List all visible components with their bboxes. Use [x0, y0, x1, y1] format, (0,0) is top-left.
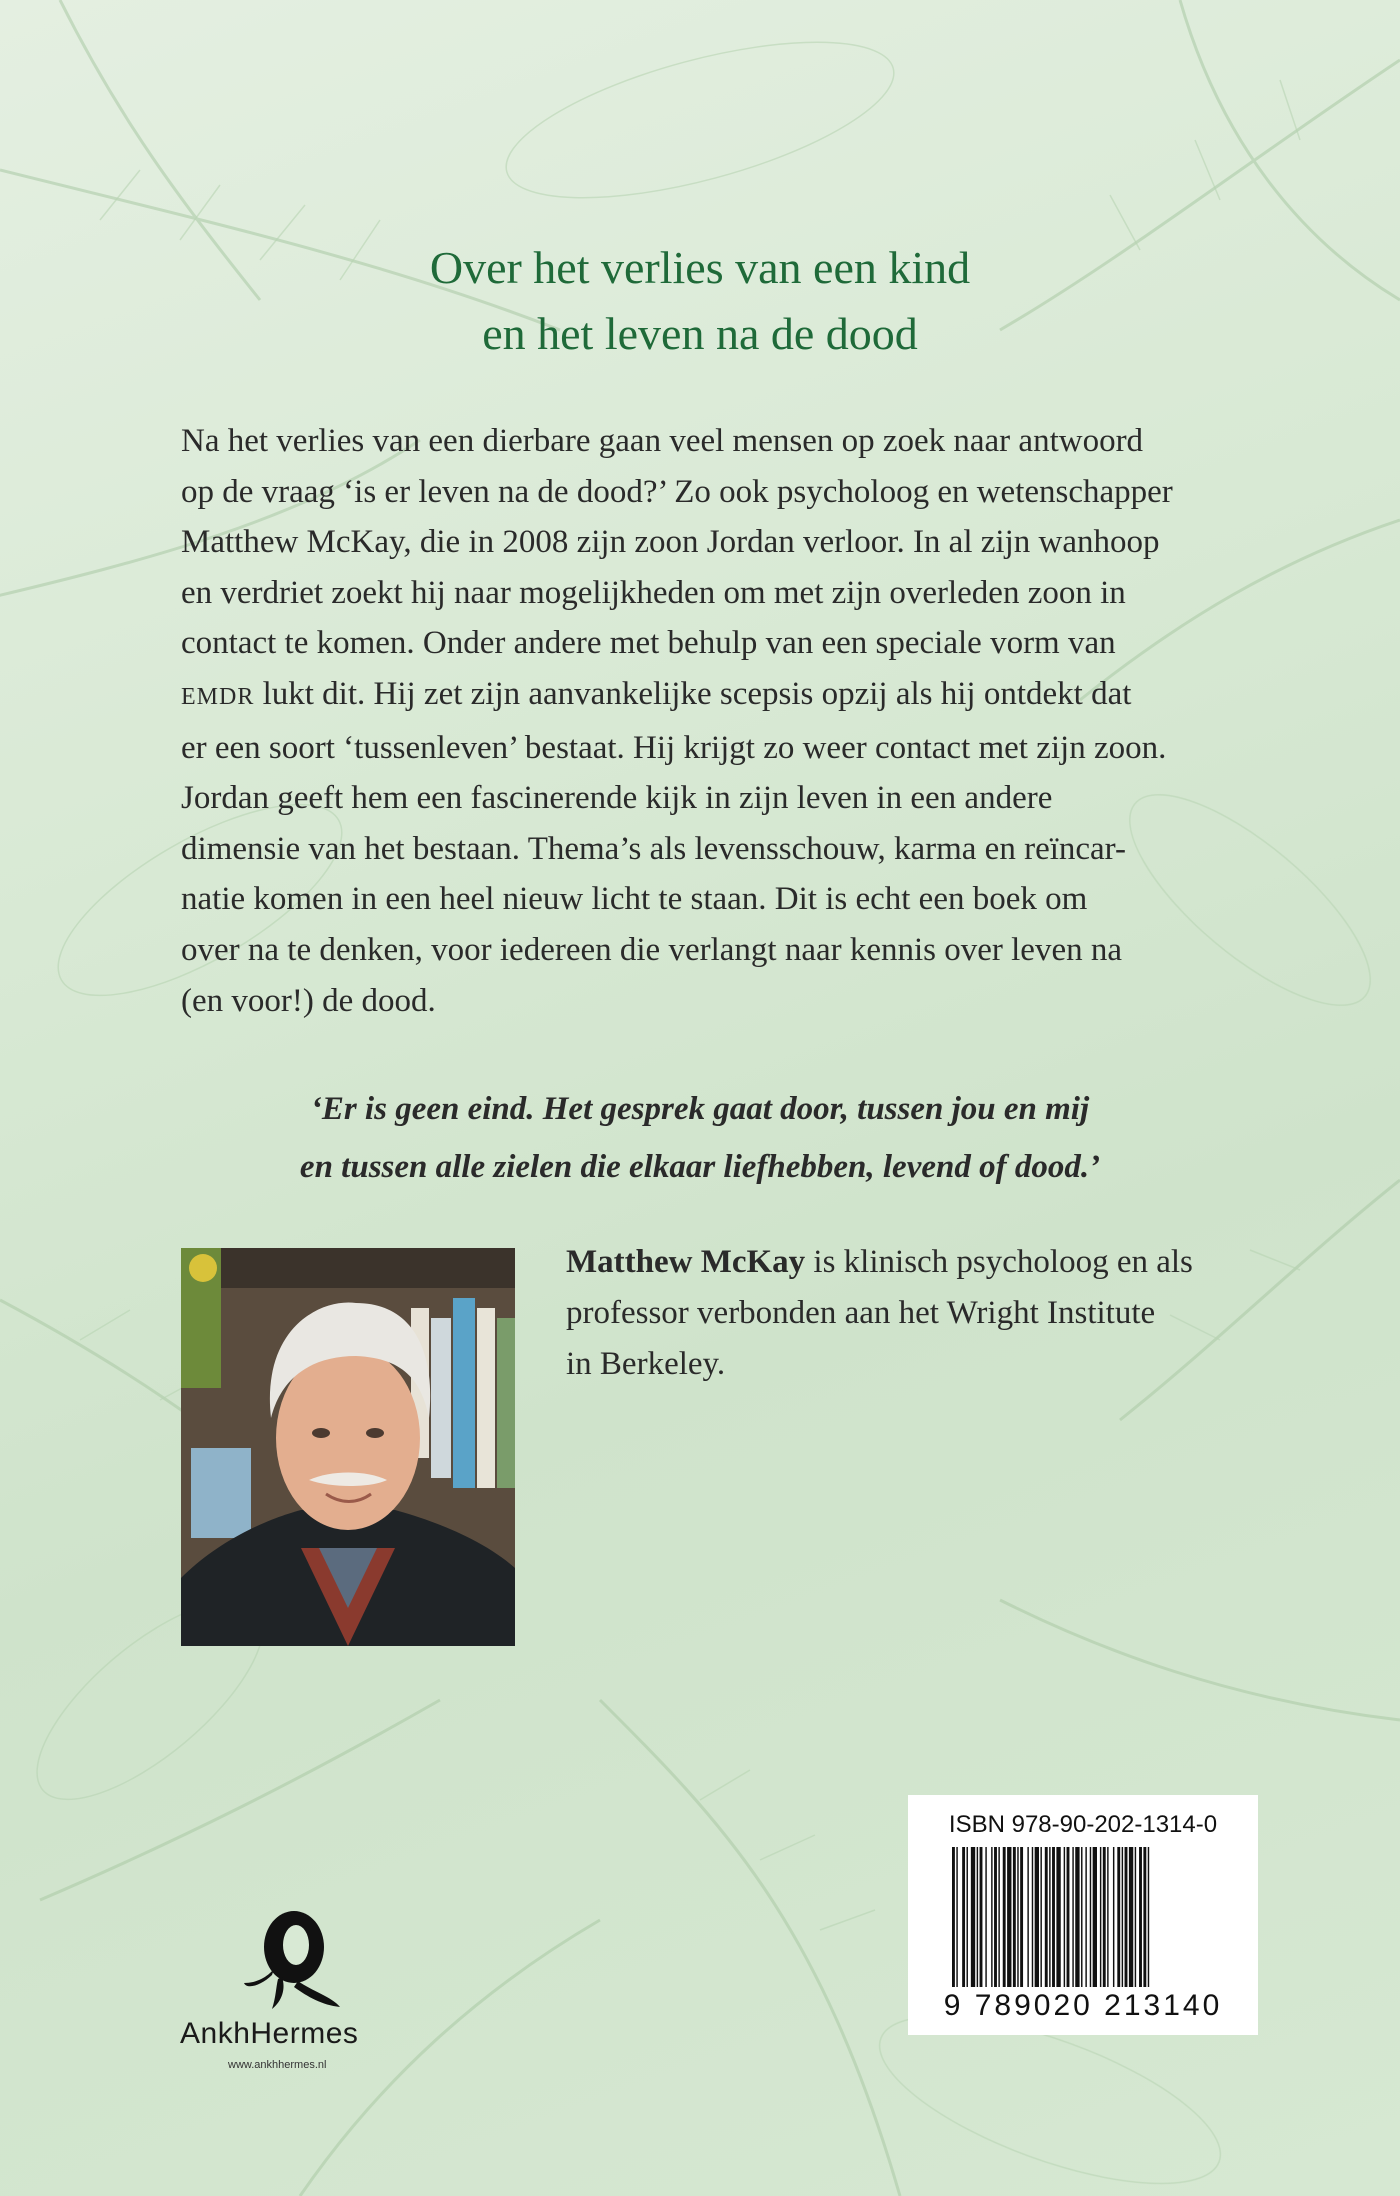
isbn-barcode — [908, 1795, 1258, 2035]
barcode-bar — [1085, 1847, 1086, 1987]
barcode-bar — [1052, 1847, 1055, 1987]
barcode-bar — [994, 1847, 997, 1987]
barcode-bar — [1032, 1847, 1033, 1987]
barcode-bar — [1129, 1847, 1133, 1987]
barcode-bar — [991, 1847, 992, 1987]
barcode-bar — [971, 1847, 975, 1987]
barcode-bar — [1100, 1847, 1101, 1987]
description-line: dimensie van het bestaan. Thema’s als levensschouw, karma en reïncar- — [181, 830, 1126, 867]
ankhhermes-logo-icon — [242, 1905, 342, 2010]
barcode-bar — [1075, 1847, 1079, 1987]
barcode-bar — [1049, 1847, 1050, 1987]
barcode-bar — [1135, 1847, 1136, 1987]
barcode-icon — [952, 1847, 1214, 1987]
barcode-bar — [1017, 1847, 1018, 1987]
barcode-bar — [1117, 1847, 1120, 1987]
quote-line-1: ‘Er is geen eind. Het gesprek gaat door, tussen jou en mij — [310, 1091, 1090, 1127]
barcode-digits: 9 789020 213140 — [943, 1989, 1223, 2022]
bio-line-3: in Berkeley. — [566, 1346, 726, 1382]
author-bio — [566, 1237, 1286, 1390]
barcode-bar — [1103, 1847, 1106, 1987]
description-line: en verdriet zoekt hij naar mogelijkheden om met zijn overleden zoon in — [181, 574, 1126, 611]
bio-line-1 — [566, 1237, 1286, 1288]
description-line: Jordan geeft hem een fascinerende kijk in zijn leven in een andere — [181, 780, 1053, 817]
barcode-bar — [1072, 1847, 1073, 1987]
barcode-bar — [985, 1847, 986, 1987]
description-line-text: lukt dit. Hij zet zijn aanvankelijke scepsis opzij als hij ontdekt dat — [254, 675, 1132, 712]
barcode-bar — [1093, 1847, 1097, 1987]
author-name: Matthew McKay — [566, 1244, 806, 1280]
tagline-line-2: en het leven na de dood — [482, 308, 918, 359]
bio-text: is klinisch psycholoog en als — [805, 1244, 1193, 1280]
description-line: op de vraag ‘is er leven na de dood?’ Zo ook psycholoog en wetenschapper — [181, 473, 1173, 510]
description-line: over na te denken, voor iedereen die verlangt naar kennis over leven na — [181, 931, 1122, 968]
barcode-bar — [998, 1847, 999, 1987]
barcode-bar — [1045, 1847, 1048, 1987]
description-line: er een soort ‘tussenleven’ bestaat. Hij krijgt zo weer contact met zijn zoon. — [181, 729, 1167, 766]
publisher-logo — [180, 1905, 410, 2080]
barcode-bar — [956, 1847, 957, 1987]
author-photo — [181, 1248, 515, 1646]
barcode-bar — [1067, 1847, 1070, 1987]
description-line: Matthew McKay, die in 2008 zijn zoon Jordan verloor. In al zijn wanhoop — [181, 524, 1160, 561]
description-line: natie komen in een heel nieuw licht te staan. Dit is echt een boek om — [181, 881, 1088, 918]
barcode-bar — [1143, 1847, 1146, 1987]
barcode-bar — [977, 1847, 978, 1987]
bio-line-2: professor verbonden aan het Wright Institute — [566, 1295, 1156, 1331]
barcode-bar — [1007, 1847, 1011, 1987]
publisher-url: www.ankhhermes.nl — [228, 2059, 327, 2071]
description-line: contact te komen. Onder andere met behulp van een speciale vorm van — [181, 625, 1116, 662]
quote-line-2: en tussen alle zielen die elkaar liefhebben, levend of dood.’ — [299, 1149, 1101, 1185]
tagline-line-1: Over het verlies van een kind — [429, 242, 971, 293]
isbn-label: ISBN 978-90-202-1314-0 — [948, 1811, 1218, 1838]
barcode-bar — [1027, 1847, 1028, 1987]
barcode-bar — [1056, 1847, 1060, 1987]
barcode-bar — [962, 1847, 965, 1987]
barcode-bar — [1148, 1847, 1149, 1987]
barcode-bar — [1040, 1847, 1041, 1987]
barcode-bar — [980, 1847, 983, 1987]
barcode-bar — [1107, 1847, 1108, 1987]
barcode-bar — [1035, 1847, 1039, 1987]
barcode-bar — [1064, 1847, 1065, 1987]
barcode-bar — [1020, 1847, 1023, 1987]
description-line: Na het verlies van een dierbare gaan veel mensen op zoek naar antwoord — [181, 423, 1144, 459]
barcode-bar — [1013, 1847, 1016, 1987]
barcode-bar — [1122, 1847, 1123, 1987]
barcode-bar — [952, 1847, 955, 1987]
barcode-bar — [1125, 1847, 1128, 1987]
barcode-bar — [1090, 1847, 1091, 1987]
book-quote — [0, 1080, 1400, 1196]
barcode-bar — [1003, 1847, 1006, 1987]
tagline-heading — [0, 235, 1400, 367]
description-line — [181, 669, 1261, 723]
barcode-bar — [967, 1847, 968, 1987]
publisher-name: AnkhHermes — [180, 2017, 359, 2050]
barcode-bar — [1139, 1847, 1142, 1987]
barcode-bar — [1113, 1847, 1114, 1987]
description-line: (en voor!) de dood. — [181, 982, 436, 1019]
barcode-bar — [1081, 1847, 1082, 1987]
book-description — [181, 416, 1261, 1026]
emdr-abbreviation: EMDR — [181, 683, 255, 710]
